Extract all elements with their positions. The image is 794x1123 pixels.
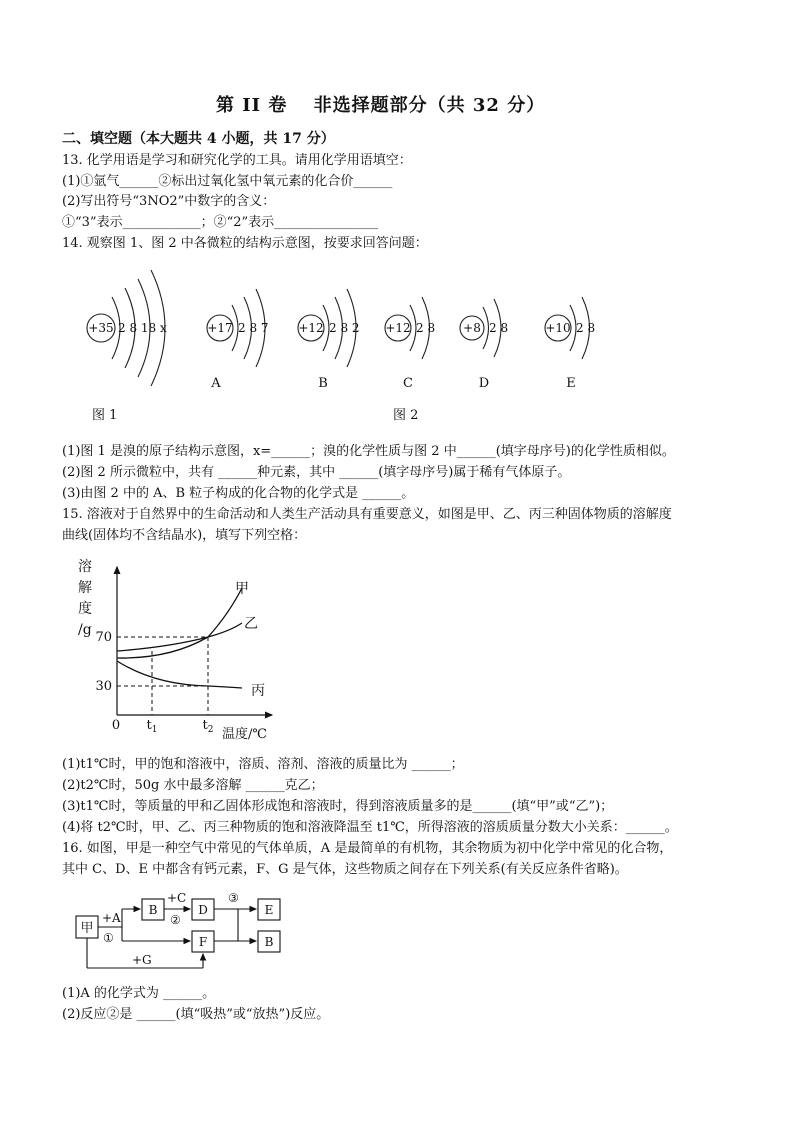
fig2-caption: 图 2 (393, 408, 419, 423)
atom-a-nucleus: +17 (207, 321, 233, 335)
atom-c-label: C (403, 376, 413, 391)
q15-line2: (2)t2℃时，50g 水中最多溶解 ______克乙； (62, 778, 324, 793)
q13-line2: (2)写出符号“3NO2”中数字的含义： (62, 194, 276, 209)
q15-stem2: 曲线(固体均不含结晶水)，填写下列空格： (62, 528, 307, 543)
xtick-t1: $t_1$ (146, 718, 158, 735)
atom-b-nucleus: +12 (298, 321, 324, 335)
label-r3: ③ (228, 891, 239, 905)
q13-line1: (1)①氩气______②标出过氧化氢中氧元素的化合价______ (62, 174, 393, 189)
q16-line1: (1)A 的化学式为 ______。 (62, 986, 216, 1001)
series-label-jia: 甲 (235, 581, 249, 597)
fig1-nucleus: +35 (88, 321, 114, 335)
curve-bing (117, 661, 242, 688)
atom-e-shells: 2 8 (576, 321, 596, 335)
section-heading: 二、填空题（本大题共 4 小题，共 17 分） (62, 131, 335, 147)
q16-stem2: 其中 C、D、E 中都含有钙元素，F、G 是气体，这些物质之间存在下列关系(有关反应条件省略)。 (62, 862, 628, 877)
fig1-caption: 图 1 (92, 408, 118, 423)
atom-c-shells: 2 8 (416, 321, 436, 335)
node-e: E (264, 903, 274, 917)
q15-line4: (4)将 t2℃时，甲、乙、丙三种物质的饱和溶液降温至 t1℃，所得溶液的溶质质量分数大小关系：______。 (62, 820, 678, 835)
xtick-0: 0 (111, 718, 121, 733)
atom-b-shells: 2 8 2 (329, 321, 360, 335)
q16-stem1: 16. 如图，甲是一种空气中常见的气体单质，A 是最简单的有机物，其余物质为初中化学中常见的化合物， (62, 841, 673, 856)
chart-ylabel: 溶解度/g (78, 559, 92, 638)
q14-line1: (1)图 1 是溴的原子结构示意图，x=______；溴的化学性质与图 2 中______(填字母序号)的化学性质相似。 (62, 444, 675, 459)
label-r2: ② (170, 913, 181, 927)
label-plus-g: +G (132, 953, 152, 967)
node-d: D (198, 903, 208, 917)
fig1-shells: 2 8 18 x (118, 321, 167, 335)
curve-jia (117, 588, 242, 658)
node-b: B (148, 903, 158, 917)
node-b2: B (264, 935, 274, 949)
atom-c-nucleus: +12 (385, 321, 411, 335)
q15-line3: (3)t1℃时，等质量的甲和乙固体形成饱和溶液时，得到溶液质量多的是______(填“甲”或“乙”)； (62, 799, 614, 814)
q15-stem1: 15. 溶液对于自然界中的生命活动和人类生产活动具有重要意义，如图是甲、乙、丙三种固体物质的溶解度 (62, 507, 672, 522)
q13-line3: ①“3”表示____________；②“2”表示________________ (62, 215, 379, 230)
atom-e-label: E (566, 376, 576, 391)
series-label-bing: 丙 (251, 683, 265, 699)
atom-a-label: A (211, 376, 221, 391)
q14-line2: (2)图 2 所示微粒中，共有 ______种元素，其中 ______(填字母序号)属于稀有气体原子。 (62, 465, 571, 480)
atom-a-shells: 2 8 7 (238, 321, 269, 335)
page-title: 第 II 卷 非选择题部分（共 32 分） (216, 95, 546, 116)
atom-d-nucleus: +8 (463, 321, 481, 335)
q15-line1: (1)t1℃时，甲的饱和溶液中，溶质、溶剂、溶液的质量比为 ______； (62, 757, 464, 772)
ytick-70: 70 (95, 630, 112, 645)
atom-structure-figures (0, 255, 794, 455)
curve-yi (117, 623, 242, 651)
label-r1: ① (103, 931, 114, 945)
node-f: F (198, 935, 208, 949)
atom-e-nucleus: +10 (545, 321, 571, 335)
atom-d-shells: 2 8 (489, 321, 509, 335)
label-plus-a: +A (102, 911, 121, 925)
atom-d-label: D (478, 376, 490, 391)
reaction-flow-diagram (68, 888, 308, 978)
atom-b-label: B (318, 376, 328, 391)
ytick-30: 30 (95, 679, 112, 694)
series-label-yi: 乙 (244, 616, 258, 632)
label-plus-c: +C (167, 891, 187, 905)
node-jia: 甲 (80, 921, 94, 936)
q14-stem: 14. 观察图 1、图 2 中各微粒的结构示意图，按要求回答问题： (62, 236, 428, 251)
q16-line2: (2)反应②是 ______(填“吸热”或“放热”)反应。 (62, 1007, 330, 1022)
q14-line3: (3)由图 2 中的 A、B 粒子构成的化合物的化学式是 ______。 (62, 486, 415, 501)
chart-xlabel: 温度/℃ (222, 727, 267, 742)
q13-stem: 13. 化学用语是学习和研究化学的工具。请用化学用语填空： (62, 153, 412, 168)
xtick-t2: $t_2$ (202, 718, 214, 735)
solubility-chart (60, 555, 360, 755)
